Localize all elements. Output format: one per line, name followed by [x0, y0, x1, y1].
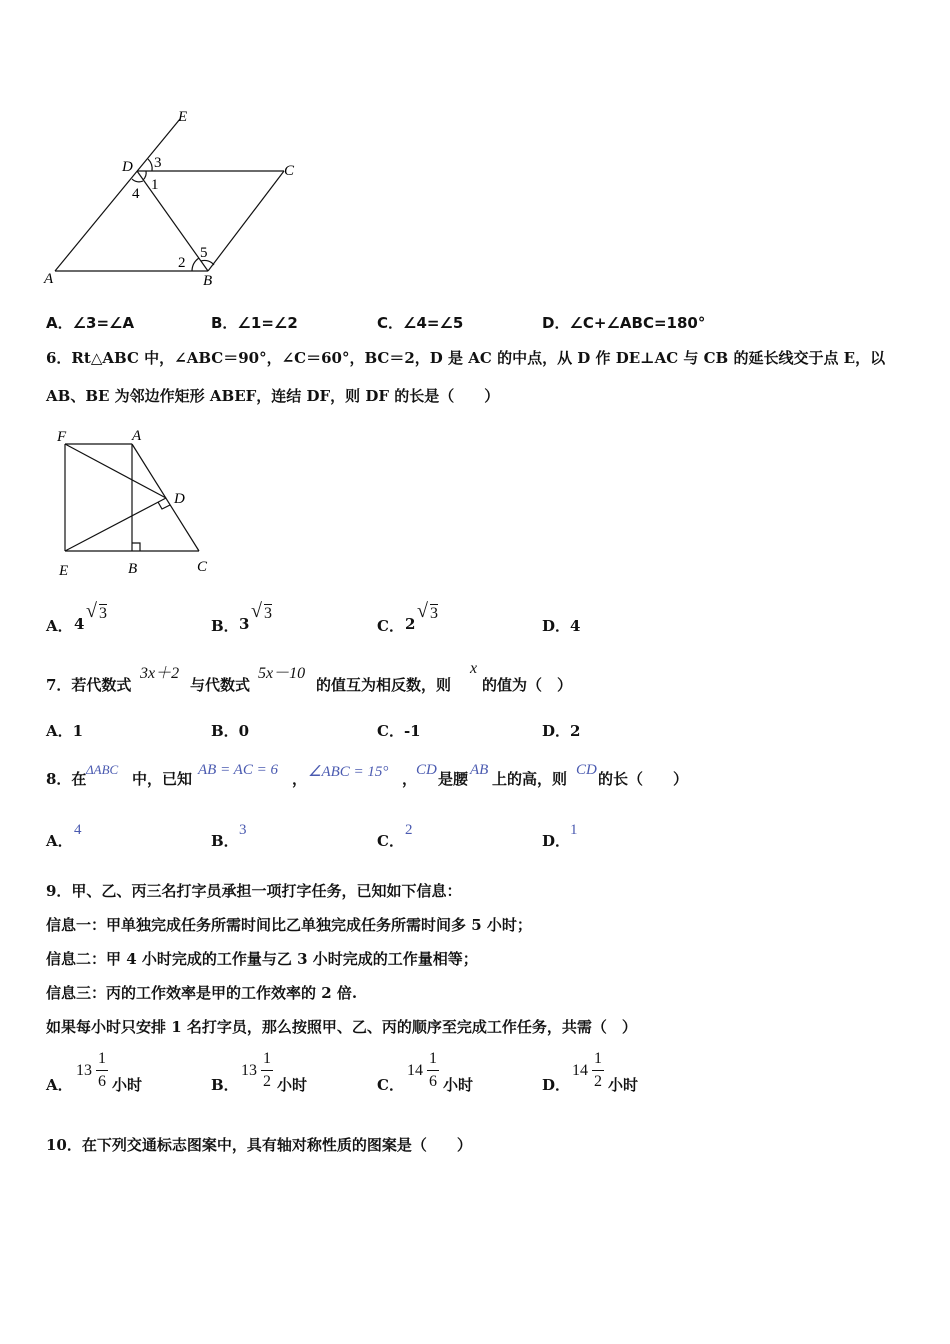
q9-option-c-denominator: 6 [429, 1073, 437, 1090]
q8-option-a-value: 4 [74, 822, 82, 838]
angle-label-1: 1 [151, 177, 159, 193]
point-E: E [178, 109, 188, 125]
q9-option-b-mixed-number [241, 1050, 281, 1096]
q8-ab: AB [470, 762, 489, 778]
q6-stem-line1: 6．Rt△ABC 中，∠ABC＝90°，∠C＝60°，BC＝2，D 是 AC 的中点，从 D 作 DE⊥AC 与 CB 的延长线交于点 E，以 [46, 349, 886, 367]
q8-t2: ， [292, 770, 308, 788]
point-D: D [122, 159, 133, 175]
q7-expr2: 5x－10 [258, 665, 306, 682]
q8-option-a[interactable] [46, 822, 126, 850]
q6-option-c[interactable] [377, 602, 497, 634]
line-DB [137, 171, 208, 271]
q6-option-c-coef: 2 [405, 615, 416, 633]
q9-option-b-denominator: 2 [263, 1073, 271, 1090]
right-angle-B [132, 543, 140, 551]
q9-option-a-denominator: 6 [98, 1073, 106, 1090]
line-ED [65, 498, 166, 551]
q6-option-a-coef: 4 [74, 615, 85, 633]
point-B: B [203, 273, 213, 289]
q8-eq2: ∠ABC = 15° [308, 764, 389, 780]
q6-option-b[interactable] [211, 602, 331, 634]
q9-option-c-mixed-number [407, 1050, 447, 1096]
q7-suffix: 的值为（ ） [482, 676, 573, 694]
q9-option-d-whole: 14 [572, 1062, 588, 1079]
q9-option-a-unit: 小时 [112, 1076, 143, 1094]
q8-t4: 是腰 [438, 770, 469, 788]
sqrt-symbol: √ [251, 600, 262, 622]
q5-option-c[interactable]: C．∠4=∠5 [377, 314, 464, 332]
q7-var: x [470, 660, 478, 677]
q8-t1: 中，已知 [132, 770, 193, 788]
q9-option-d-mixed-number [572, 1050, 612, 1096]
angle-label-5: 5 [200, 245, 208, 261]
q8-option-d-value: 1 [570, 822, 578, 838]
q9-option-a[interactable] [46, 1050, 186, 1096]
q8-stem [46, 758, 746, 798]
q7-mid: 与代数式 [190, 676, 251, 694]
q9-option-b-whole: 13 [241, 1062, 257, 1079]
q9-option-c-whole: 14 [407, 1062, 423, 1079]
q9-option-a-numerator: 1 [98, 1050, 106, 1067]
q9-info3: 信息三：丙的工作效率是甲的工作效率的 2 倍. [46, 984, 358, 1002]
q9-option-c-numerator: 1 [429, 1050, 437, 1067]
q8-option-c-value: 2 [405, 822, 413, 838]
q9-option-b-numerator: 1 [263, 1050, 271, 1067]
q6-option-c-radicand: 3 [430, 605, 438, 622]
q8-eq1: AB = AC = 6 [198, 762, 278, 778]
line-CB [208, 171, 284, 271]
q8-option-b-label: B． [211, 832, 239, 850]
q7-mid2: 的值互为相反数，则 [316, 676, 452, 694]
q8-t3: ， [402, 770, 418, 788]
q5-option-d[interactable]: D．∠C+∠ABC=180° [542, 314, 706, 332]
sqrt-symbol: √ [86, 600, 97, 622]
angle-label-3: 3 [154, 155, 162, 171]
line-FD [65, 444, 166, 498]
q8-option-c[interactable] [377, 822, 457, 850]
angle-label-4: 4 [132, 186, 140, 202]
angle-label-2: 2 [178, 255, 186, 271]
q8-option-c-label: C． [377, 832, 404, 850]
sqrt-symbol: √ [417, 600, 428, 622]
q5-option-b[interactable]: B．∠1=∠2 [211, 314, 298, 332]
q6-option-a[interactable] [46, 602, 166, 634]
right-angle-D [158, 502, 170, 509]
q9-option-a-whole: 13 [76, 1062, 92, 1079]
angle-arc-2 [192, 258, 199, 271]
q7-expr1: 3x＋2 [140, 665, 180, 682]
q7-stem [46, 660, 746, 700]
q9-info2: 信息二：甲 4 小时完成的工作量与乙 3 小时完成的工作量相等； [46, 950, 478, 968]
angle-arc-1 [143, 171, 146, 180]
q8-option-d[interactable] [542, 822, 622, 850]
point-F: F [57, 429, 67, 445]
q5-figure [40, 105, 310, 290]
q9-option-b[interactable] [211, 1050, 351, 1096]
point-B: B [128, 561, 138, 577]
q9-option-a-label: A． [46, 1076, 73, 1094]
q6-option-a-radicand: 3 [99, 605, 107, 622]
q9-info1: 信息一：甲单独完成任务所需时间比乙单独完成任务所需时间多 5 小时； [46, 916, 532, 934]
q9-option-d[interactable] [542, 1050, 682, 1096]
q7-prefix: 7．若代数式 [46, 676, 132, 694]
q7-option-b[interactable]: B．0 [211, 722, 250, 740]
q8-cd1: CD [416, 762, 437, 778]
q9-option-a-mixed-number [76, 1050, 116, 1096]
q8-prefix: 8．在 [46, 770, 87, 788]
point-A: A [132, 428, 142, 444]
point-E: E [59, 563, 69, 579]
q8-t5: 上的高，则 [492, 770, 568, 788]
q7-option-c[interactable]: C．-1 [377, 722, 421, 740]
point-C: C [197, 559, 208, 575]
fraction-bar [592, 1070, 604, 1071]
q6-stem-line2: AB、BE 为邻边作矩形 ABEF，连结 DF，则 DF 的长是（ ） [46, 387, 500, 405]
q9-option-c-unit: 小时 [443, 1076, 474, 1094]
fraction-bar [427, 1070, 439, 1071]
angle-arc-3 [148, 159, 152, 171]
q9-option-c[interactable] [377, 1050, 517, 1096]
fraction-bar [261, 1070, 273, 1071]
q7-option-a[interactable]: A．1 [46, 722, 84, 740]
line-AE [55, 119, 180, 271]
point-C: C [284, 163, 295, 179]
q8-option-b[interactable] [211, 822, 291, 850]
q7-option-d[interactable]: D．2 [542, 722, 581, 740]
fraction-bar [96, 1070, 108, 1071]
q6-option-b-radicand: 3 [264, 605, 272, 622]
q8-option-b-value: 3 [239, 822, 247, 838]
q9-intro: 9．甲、乙、丙三名打字员承担一项打字任务，已知如下信息： [46, 882, 462, 900]
q9-option-d-label: D． [542, 1076, 571, 1094]
q6-option-c-label: C． [377, 617, 404, 635]
point-D: D [174, 491, 185, 507]
q8-triangle: ΔABC [86, 762, 119, 777]
q9-option-b-label: B． [211, 1076, 239, 1094]
q9-question: 如果每小时只安排 1 名打字员，那么按照甲、乙、丙的顺序至完成工作任务，共需（ ） [46, 1018, 637, 1036]
q9-option-b-unit: 小时 [277, 1076, 308, 1094]
q6-option-a-label: A． [46, 617, 73, 635]
q8-option-a-label: A． [46, 832, 73, 850]
q6-option-b-coef: 3 [239, 615, 250, 633]
q9-option-d-unit: 小时 [608, 1076, 639, 1094]
q6-option-d[interactable]: D．4 [542, 617, 581, 635]
q8-t6: 的长（ ） [598, 770, 689, 788]
angle-arc-4 [132, 179, 143, 182]
q9-option-c-label: C． [377, 1076, 404, 1094]
q8-option-d-label: D． [542, 832, 571, 850]
q6-option-b-label: B． [211, 617, 239, 635]
q9-option-d-denominator: 2 [594, 1073, 602, 1090]
q8-cd2: CD [576, 762, 597, 778]
q6-figure [50, 425, 220, 580]
q10-stem: 10．在下列交通标志图案中，具有轴对称性质的图案是（ ） [46, 1136, 472, 1154]
q5-option-a[interactable]: A．∠3=∠A [46, 314, 135, 332]
point-A: A [44, 271, 54, 287]
q9-option-d-numerator: 1 [594, 1050, 602, 1067]
